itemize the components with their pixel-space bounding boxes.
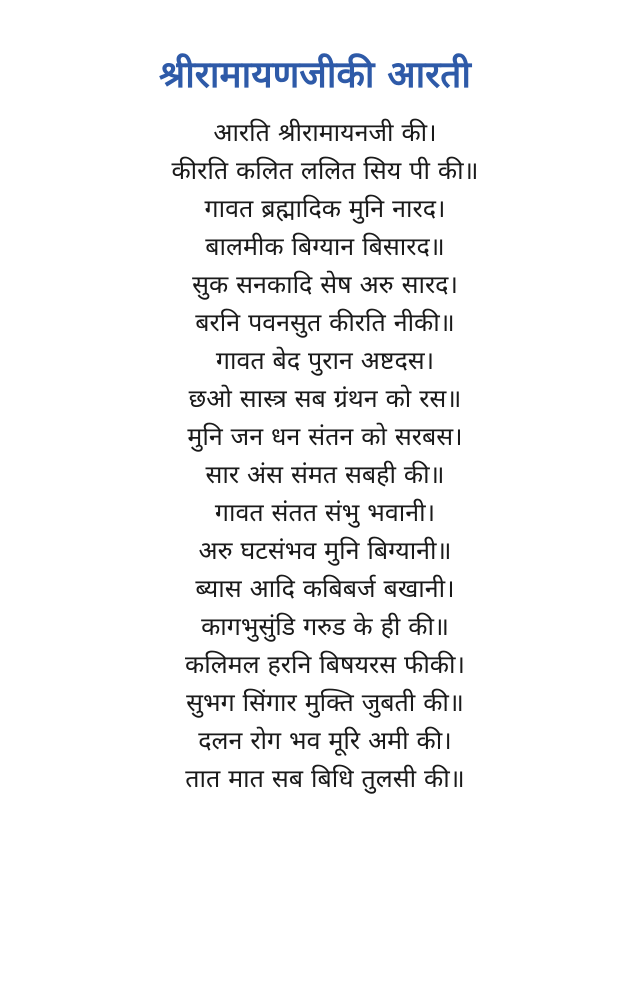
verse-line: गावत बेद पुरान अष्टदस। — [215, 346, 435, 375]
verse-line: बरनि पवनसुत कीरति नीकी॥ — [195, 308, 455, 337]
verse-line: बालमीक बिग्यान बिसारद॥ — [205, 232, 445, 261]
verse-line: गावत ब्रह्मादिक मुनि नारद। — [204, 194, 446, 223]
verse-line: तात मात सब बिधि तुलसी की॥ — [185, 764, 465, 793]
verse-line: मुनि जन धन संतन को सरबस। — [187, 422, 463, 451]
verse-line: कलिमल हरनि बिषयरस फीकी। — [185, 650, 465, 679]
verse-line: छओ सास्त्र सब ग्रंथन को रस॥ — [188, 384, 462, 413]
verse-line: गावत संतत संभु भवानी। — [214, 498, 436, 527]
page-title: श्रीरामायणजीकी आरती — [159, 53, 471, 96]
verse-line: सुभग सिंगार मुक्ति जुबती की॥ — [186, 688, 464, 717]
verse-list — [0, 114, 630, 798]
verse-line: सार अंस संमत सबही की॥ — [205, 460, 445, 489]
verse-line: अरु घटसंभव मुनि बिग्यानी॥ — [198, 536, 452, 565]
verse-line: सुक सनकादि सेष अरु सारद। — [192, 270, 458, 299]
verse-line: ब्यास आदि कबिबर्ज बखानी। — [195, 574, 455, 603]
verse-line: आरति श्रीरामायनजी की। — [213, 118, 437, 147]
verse-line: कागभुसुंडि गरुड के ही की॥ — [201, 612, 449, 641]
verse-line: कीरति कलित ललित सिय पी की॥ — [171, 156, 479, 185]
verse-line: दलन रोग भव मूरि अमी की। — [198, 726, 452, 755]
